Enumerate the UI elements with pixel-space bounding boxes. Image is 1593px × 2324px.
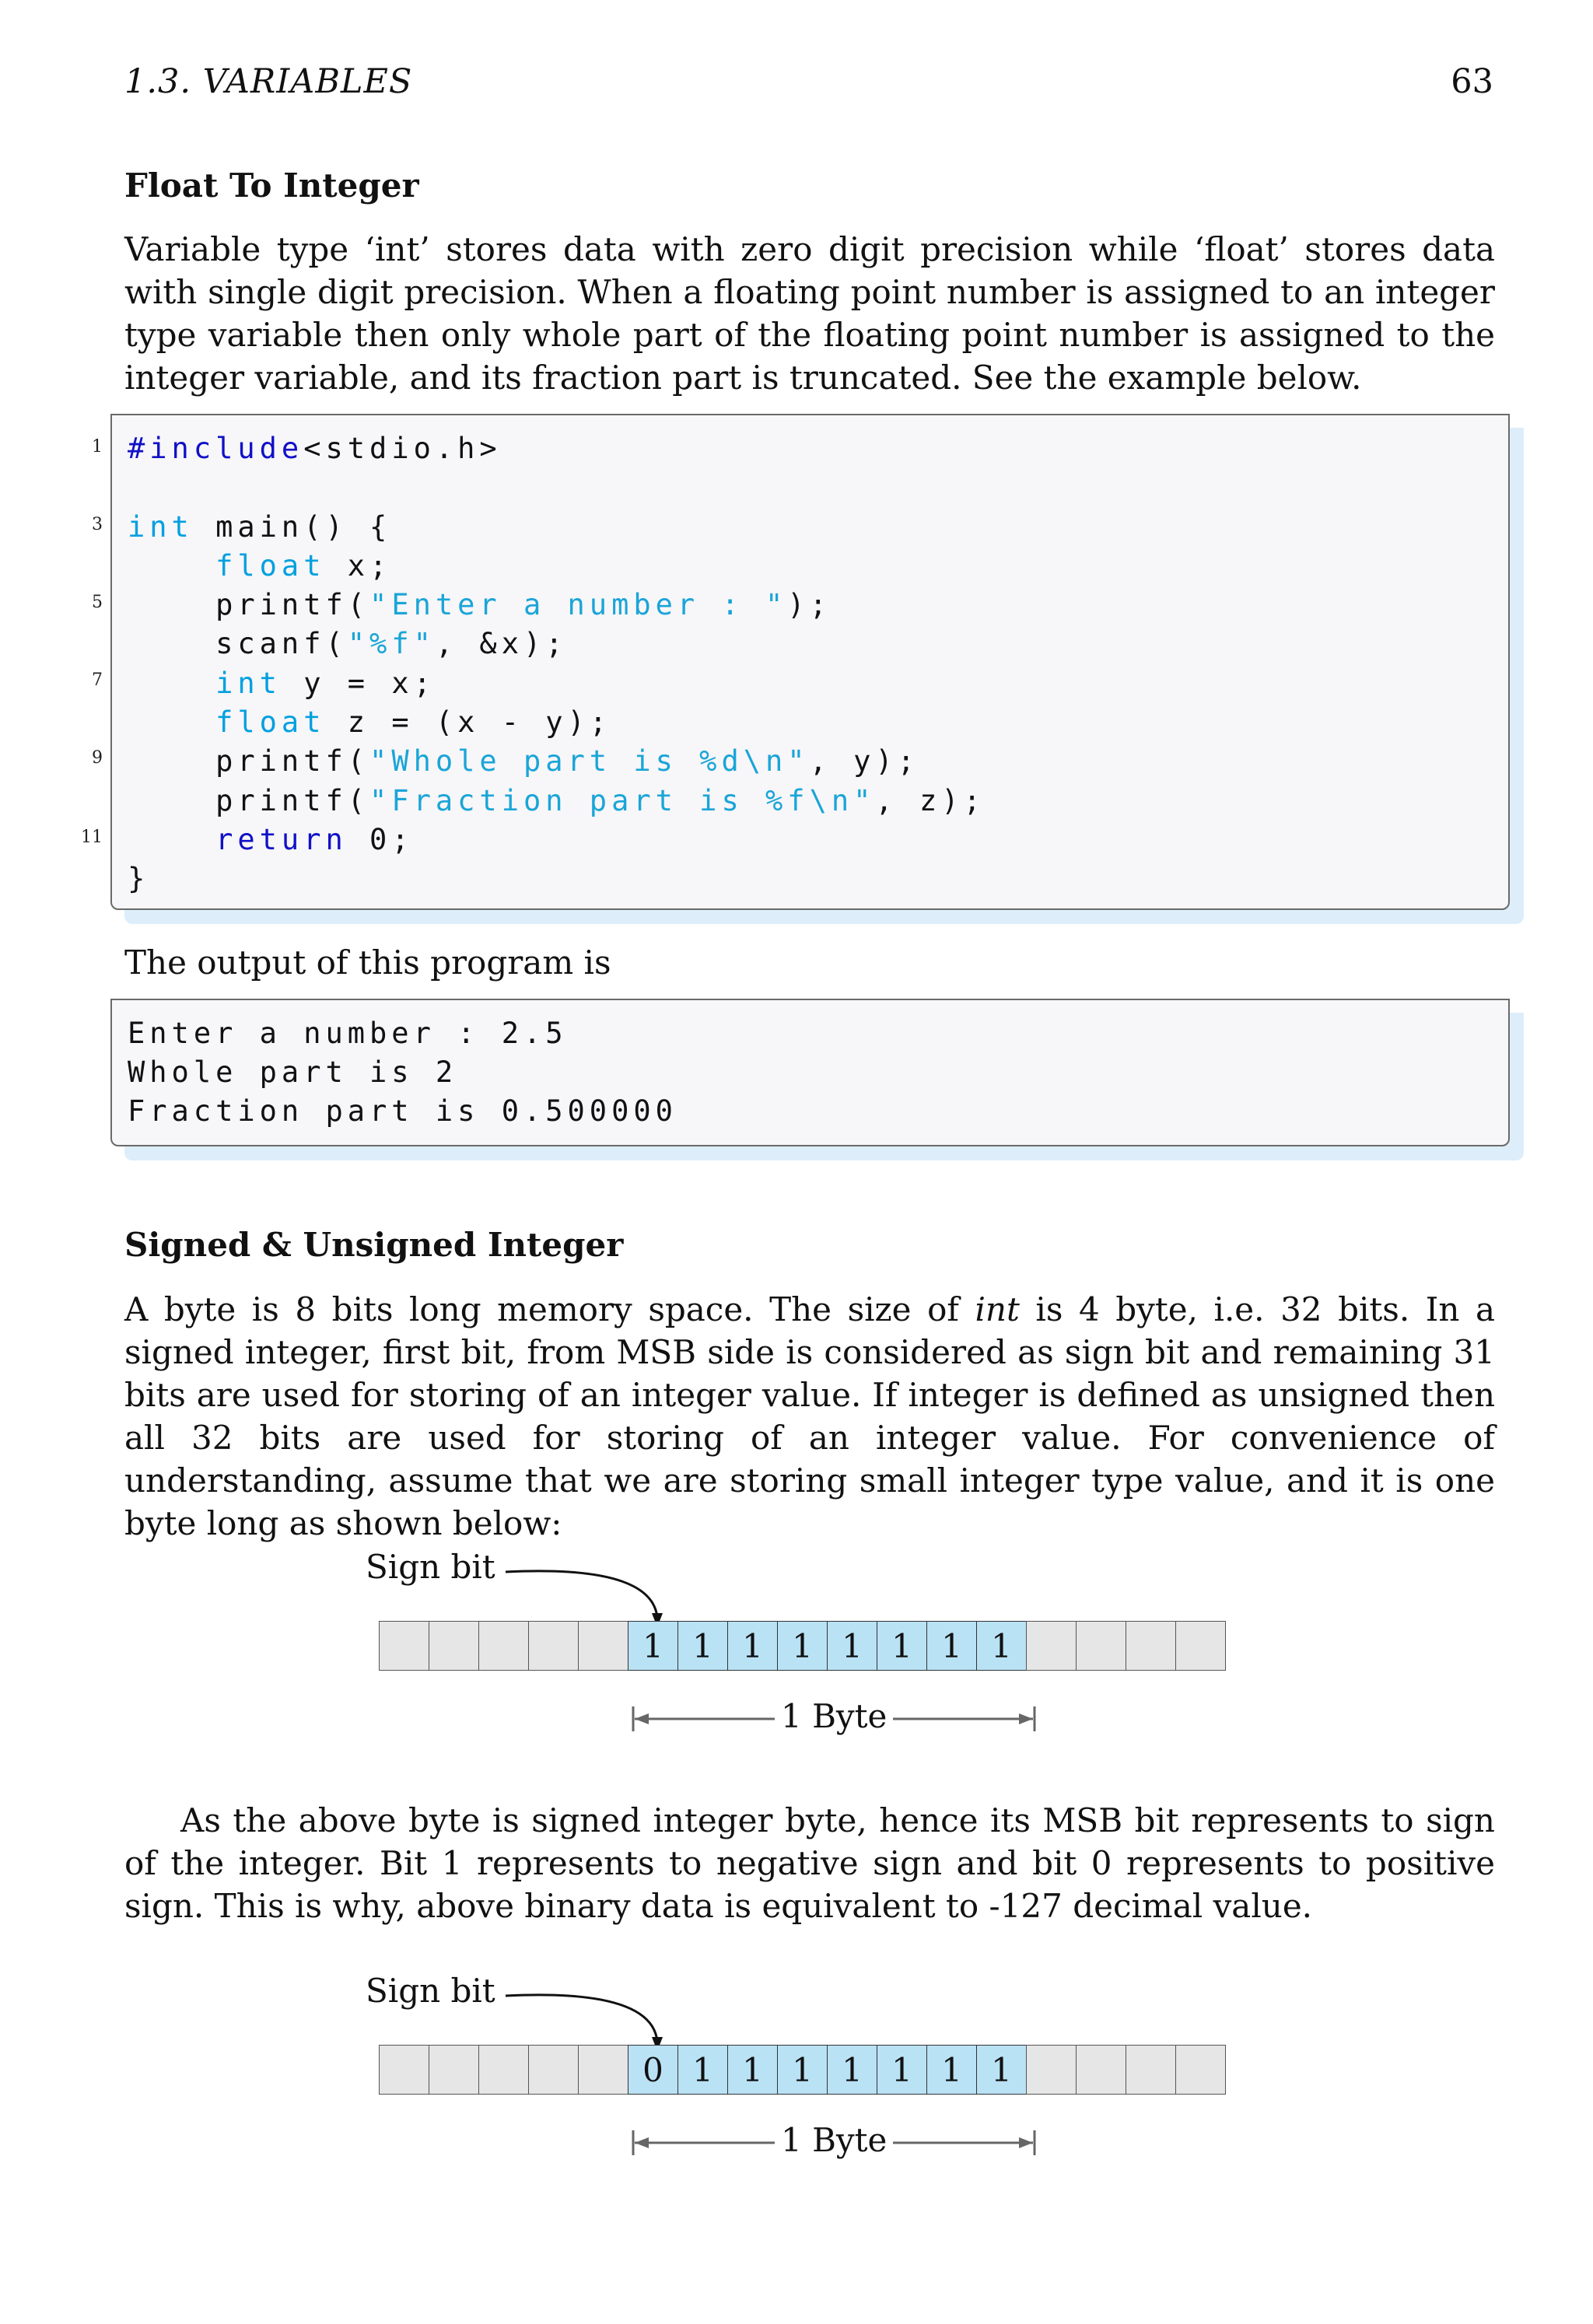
- empty-cell: [379, 2045, 429, 2095]
- empty-cell: [1126, 2045, 1176, 2095]
- empty-cell: [1126, 1621, 1176, 1671]
- line-number: 7: [92, 670, 103, 690]
- sign-bit-label: Sign bit: [366, 1972, 495, 2010]
- empty-cell: [478, 2045, 529, 2095]
- empty-cell: [478, 1621, 529, 1671]
- bit-cell: 1: [677, 2045, 728, 2095]
- empty-cell: [1175, 1621, 1226, 1671]
- paragraph-sign-explanation: As the above byte is signed integer byte, hence its MSB bit represents to sign of the integer. Bit 1 represents to negative sign and bit 0 represents to positive sign. This is why, above binary data is equivalent to -127 decimal value.: [124, 1801, 1495, 1925]
- line-number: 1: [92, 437, 103, 457]
- byte-label: 1 Byte: [775, 2121, 893, 2159]
- empty-cell: [429, 2045, 479, 2095]
- section-heading-float-to-integer: Float To Integer: [124, 166, 419, 205]
- code-text: #include<stdio.h> int main() { float x; printf("Enter a number : "); scanf("%f", &x); int y = x; float z = (x - y); printf("Whole part is %d\n", y); printf("Fraction part is %f\n", z); return 0; }: [128, 432, 986, 896]
- bit-cell: 1: [926, 2045, 977, 2095]
- paragraph-float-to-integer: Variable type ‘int’ stores data with zero digit precision while ‘float’ stores data with single digit precision. When a floating point number is assigned to an integer type variable then only whole part of the floating point number is assigned to the integer variable, and its fraction part is truncated. See the example below.: [124, 230, 1495, 397]
- output-line: Whole part is 2: [128, 1055, 458, 1089]
- output-line: Fraction part is 0.500000: [128, 1094, 677, 1128]
- empty-cell: [578, 2045, 628, 2095]
- bit-cell: 1: [877, 1621, 927, 1671]
- bit-cell: 1: [976, 1621, 1027, 1671]
- bit-cells-diagram-1: [380, 1621, 1226, 1671]
- empty-cell: [1076, 2045, 1126, 2095]
- code-listing: [110, 414, 1510, 910]
- line-number: 3: [92, 515, 103, 534]
- empty-cell: [1175, 2045, 1226, 2095]
- bit-cell: 1: [877, 2045, 927, 2095]
- bit-cell: 1: [727, 2045, 778, 2095]
- bit-cells-diagram-2: [380, 2045, 1226, 2095]
- paragraph-signed-unsigned: A byte is 8 bits long memory space. The size of int is 4 byte, i.e. 32 bits. In a signed integer, first bit, from MSB side is considered as sign bit and remaining 31 bits are used for storing of an integer value. If integer is defined as unsigned then all 32 bits are used for storing of an integer value. For convenience of understanding, assume that we are storing small integer type value, and it is one byte long as shown below:: [124, 1290, 1495, 1542]
- running-header: 1.3. VARIABLES: [124, 62, 413, 101]
- empty-cell: [528, 1621, 579, 1671]
- line-number: 5: [92, 593, 103, 612]
- sign-bit-label: Sign bit: [366, 1548, 495, 1586]
- bit-cell: 1: [628, 1621, 678, 1671]
- output-line: Enter a number : 2.5: [128, 1017, 568, 1050]
- section-heading-signed-unsigned: Signed & Unsigned Integer: [124, 1226, 624, 1264]
- bit-cell: 1: [727, 1621, 778, 1671]
- bit-cell: 1: [827, 2045, 877, 2095]
- page-number: 63: [1451, 62, 1493, 101]
- empty-cell: [1076, 1621, 1126, 1671]
- bit-cell: 1: [976, 2045, 1027, 2095]
- empty-cell: [1026, 2045, 1077, 2095]
- bit-cell: 0: [628, 2045, 678, 2095]
- line-number: 11: [81, 828, 103, 847]
- byte-label: 1 Byte: [775, 1697, 893, 1735]
- output-intro: The output of this program is: [124, 943, 611, 982]
- bit-cell: 1: [677, 1621, 728, 1671]
- empty-cell: [379, 1621, 429, 1671]
- empty-cell: [1026, 1621, 1077, 1671]
- empty-cell: [578, 1621, 628, 1671]
- line-number: 9: [92, 748, 103, 768]
- program-output: [110, 999, 1510, 1146]
- bit-cell: 1: [926, 1621, 977, 1671]
- empty-cell: [528, 2045, 579, 2095]
- empty-cell: [429, 1621, 479, 1671]
- bit-cell: 1: [777, 1621, 828, 1671]
- bit-cell: 1: [827, 1621, 877, 1671]
- bit-cell: 1: [777, 2045, 828, 2095]
